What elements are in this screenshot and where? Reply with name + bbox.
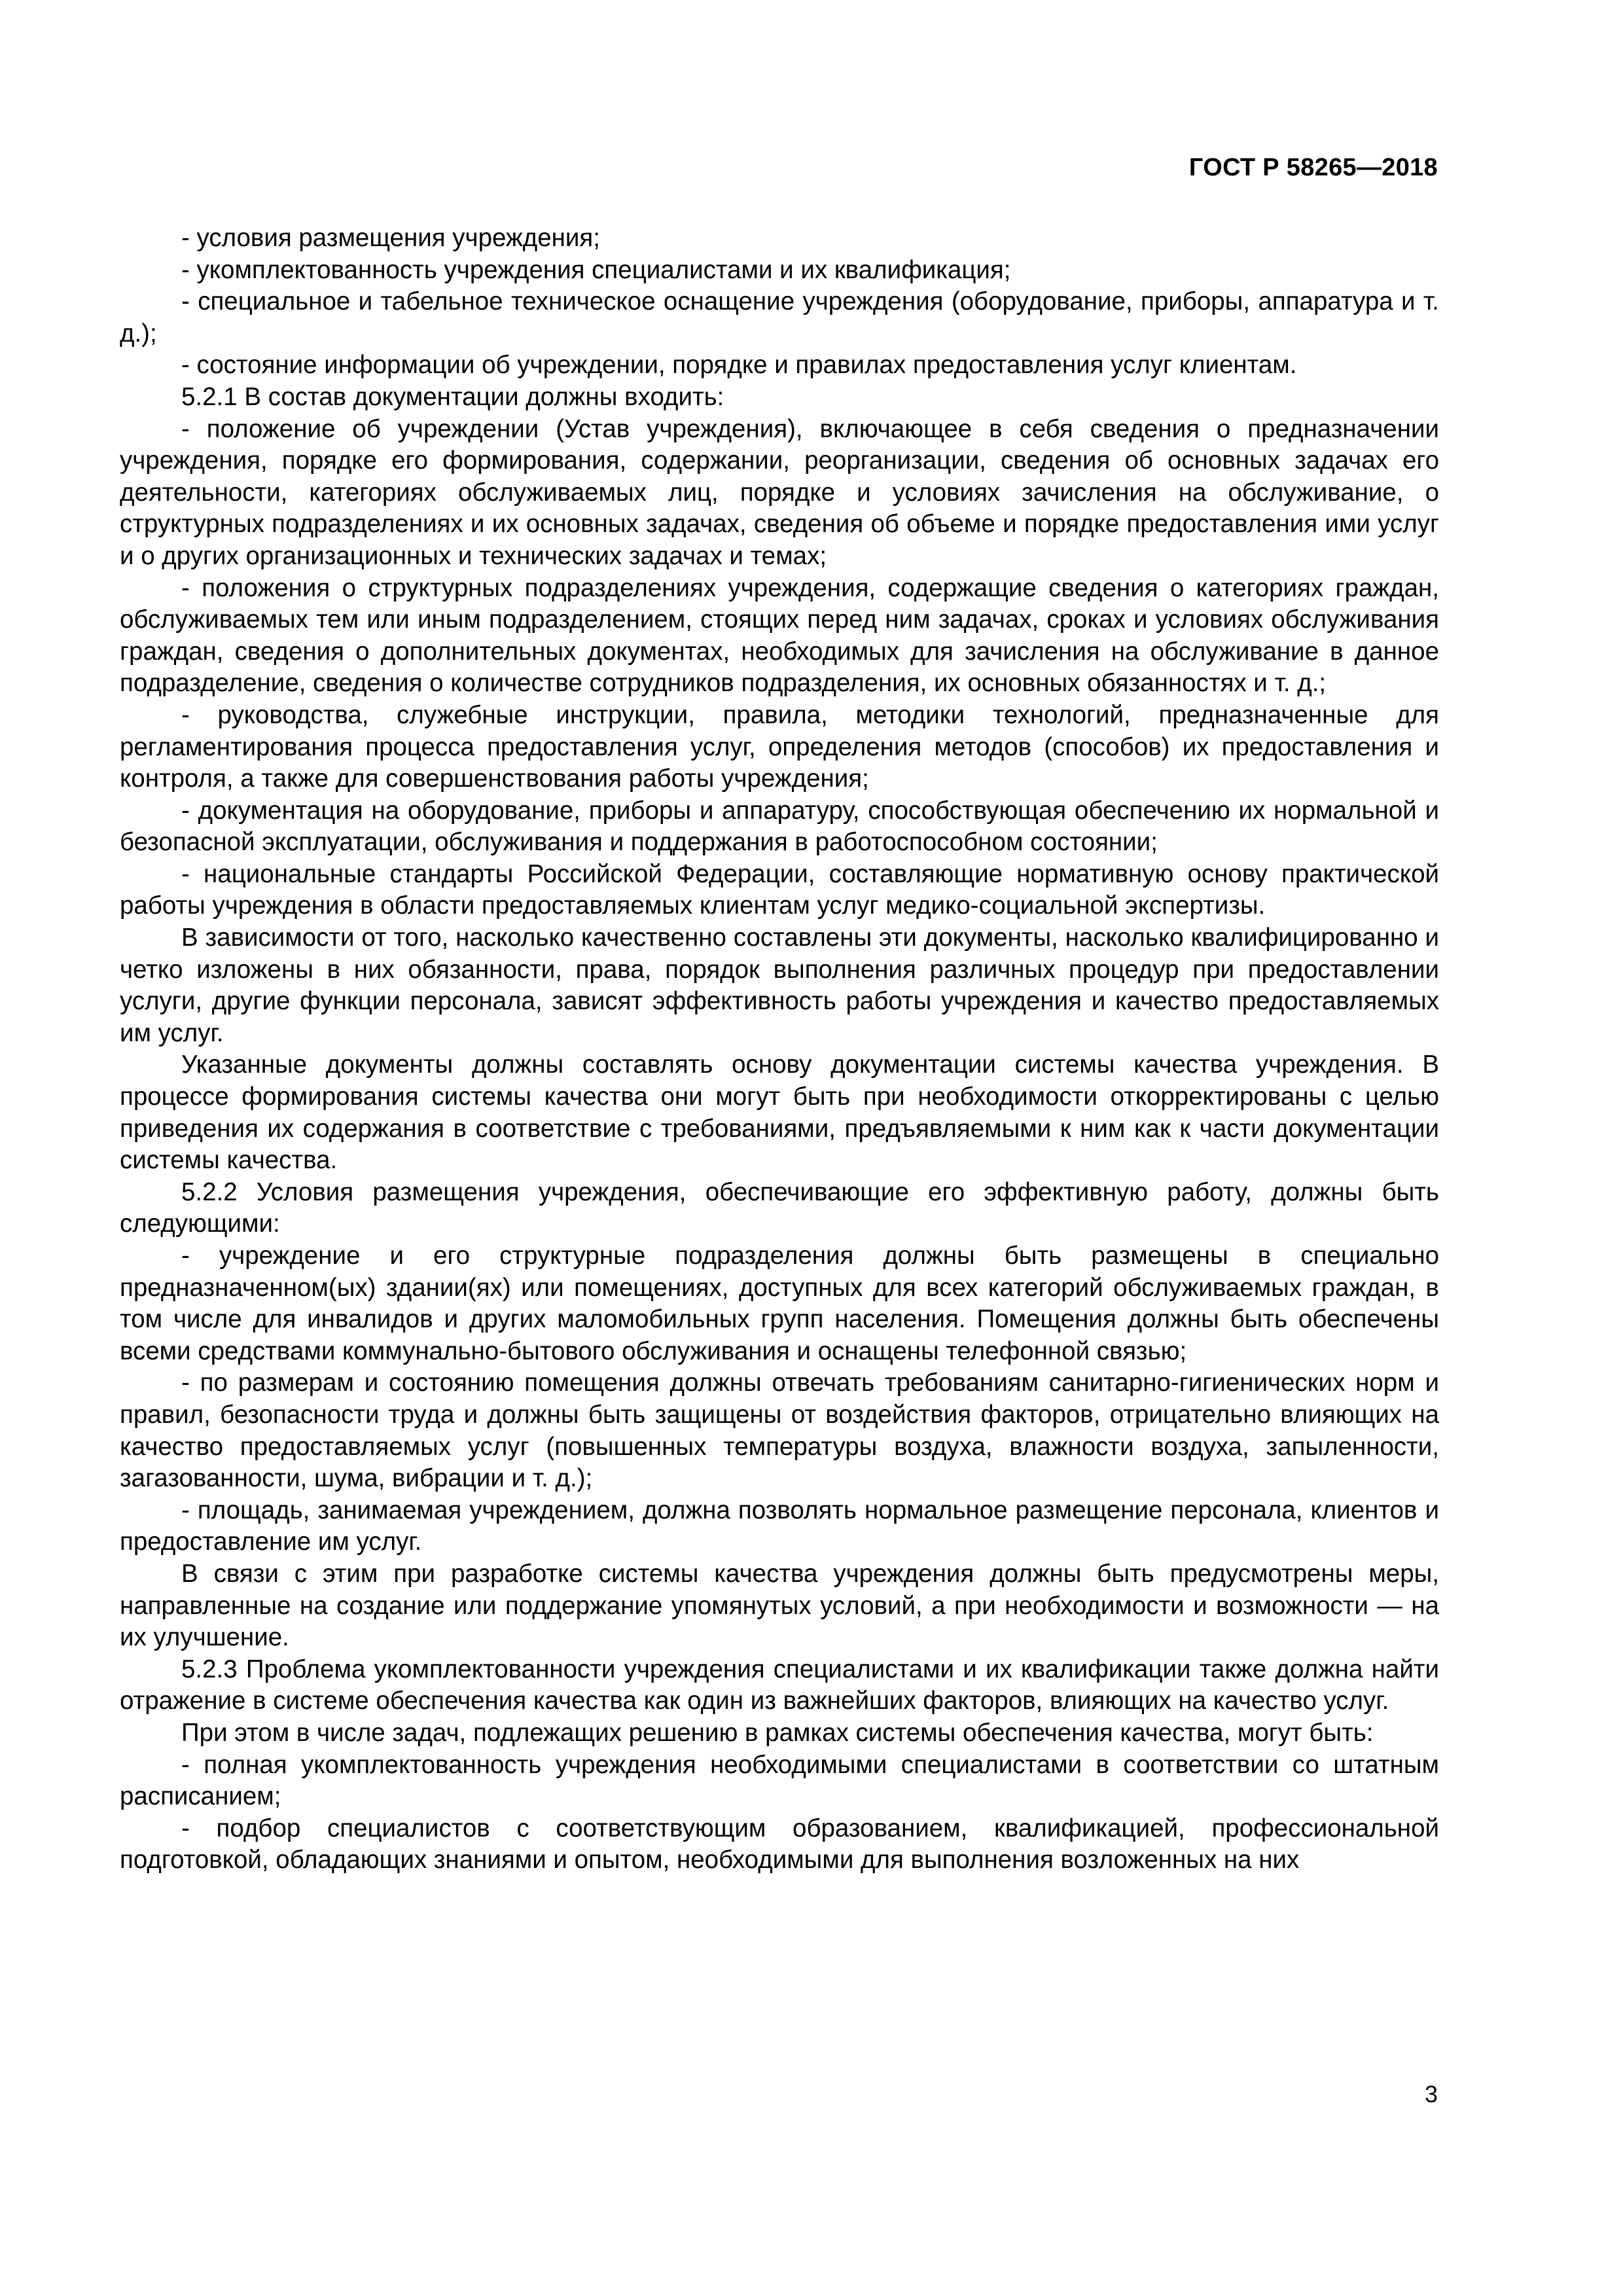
- paragraph: - положение об учреждении (Устав учреждения), включающее в себя сведения о предназначении учреждения, порядке его формирования, содержании, реорганизации, сведения об основных задачах его деятельности, категориях обслуживаемых лиц, порядке и условиях зачисления на обслуживание, о структурных подразделениях и их основных задачах, сведения об объеме и порядке предоставления ими услуг и о других организационных и технических задачах и темах;: [120, 414, 1439, 570]
- section-5-2-2: 5.2.2 Условия размещения учреждения, обеспечивающие его эффективную работу, должны быть следующими:: [120, 1177, 1439, 1238]
- paragraph: Указанные документы должны составлять основу документации системы качества учреждения. В процессе формирования системы качества они могут быть при необходимости откорректированы с целью приведения их содержания в соответствие с требованиями, предъявляемыми к ним как к части документации системы качества.: [120, 1050, 1439, 1175]
- page-number: 3: [1424, 2081, 1438, 2108]
- paragraph: В связи с этим при разработке системы качества учреждения должны быть предусмотрены меры, направленные на создание или поддержание упомянутых условий, а при необходимости и возможности — на их улучшение.: [120, 1559, 1439, 1652]
- paragraph: - специальное и табельное техническое оснащение учреждения (оборудование, приборы, аппаратура и т. д.);: [120, 287, 1439, 348]
- paragraph: - условия размещения учреждения;: [181, 224, 600, 252]
- paragraph: - площадь, занимаемая учреждением, должна позволять нормальное размещение персонала, клиентов и предоставление им услуг.: [120, 1496, 1439, 1556]
- section-5-2-3: 5.2.3 Проблема укомплектованности учреждения специалистами и их квалификации также должна найти отражение в системе обеспечения качества как один из важнейших факторов, влияющих на качество услуг.: [120, 1655, 1439, 1715]
- paragraph: - полная укомплектованность учреждения необходимыми специалистами в соответствии со штатным расписанием;: [120, 1750, 1439, 1811]
- paragraph: - учреждение и его структурные подразделения должны быть размещены в специально предназначенном(ых) здании(ях) или помещениях, доступных для всех категорий обслуживаемых граждан, в том числе для инвалидов и других маломобильных групп населения. Помещения должны быть обеспечены всеми средствами коммунально-бытового обслуживания и оснащены телефонной связью;: [120, 1242, 1439, 1365]
- document-body: [120, 223, 1439, 1876]
- paragraph: - укомплектованность учреждения специалистами и их квалификация;: [181, 255, 1011, 284]
- paragraph: - подбор специалистов с соответствующим образованием, квалификацией, профессиональной подготовкой, обладающих знаниями и опытом, необходимыми для выполнения возложенных на них: [120, 1814, 1439, 1874]
- paragraph: При этом в числе задач, подлежащих решению в рамках системы обеспечения качества, могут быть:: [181, 1718, 1374, 1747]
- paragraph: - документация на оборудование, приборы и аппаратуру, способствующая обеспечению их нормальной и безопасной эксплуатации, обслуживания и поддержания в работоспособном состоянии;: [120, 796, 1439, 857]
- paragraph: - национальные стандарты Российской Федерации, составляющие нормативную основу практической работы учреждения в области предоставляемых клиентам услуг медико-социальной экспертизы.: [120, 859, 1439, 920]
- section-5-2-1: 5.2.1 В состав документации должны входить:: [181, 382, 724, 411]
- paragraph: - руководства, служебные инструкции, правила, методики технологий, предназначенные для регламентирования процесса предоставления услуг, определения методов (способов) их предоставления и контроля, а также для совершенствования работы учреждения;: [120, 700, 1439, 793]
- paragraph: - положения о структурных подразделениях учреждения, содержащие сведения о категориях граждан, обслуживаемых тем или иным подразделением, стоящих перед ним задачах, сроках и условиях обслуживания граждан, сведения о дополнительных документах, необходимых для зачисления на обслуживание в данное подразделение, сведения о количестве сотрудников подразделения, их основных обязанностях и т. д.;: [120, 573, 1439, 698]
- paragraph: - состояние информации об учреждении, порядке и правилах предоставления услуг клиентам.: [181, 351, 1297, 380]
- standard-code-header: ГОСТ Р 58265—2018: [1188, 154, 1438, 181]
- paragraph: - по размерам и состоянию помещения должны отвечать требованиям санитарно-гигиенических норм и правил, безопасности труда и должны быть защищены от воздействия факторов, отрицательно влияющих на качество предоставляемых услуг (повышенных температуры воздуха, влажности воздуха, запыленности, загазованности, шума, вибрации и т. д.);: [120, 1369, 1439, 1493]
- paragraph: В зависимости от того, насколько качественно составлены эти документы, насколько квалифицированно и четко изложены в них обязанности, права, порядок выполнения различных процедур при предоставлении услуги, другие функции персонала, зависят эффективность работы учреждения и качество предоставляемых им услуг.: [120, 924, 1439, 1047]
